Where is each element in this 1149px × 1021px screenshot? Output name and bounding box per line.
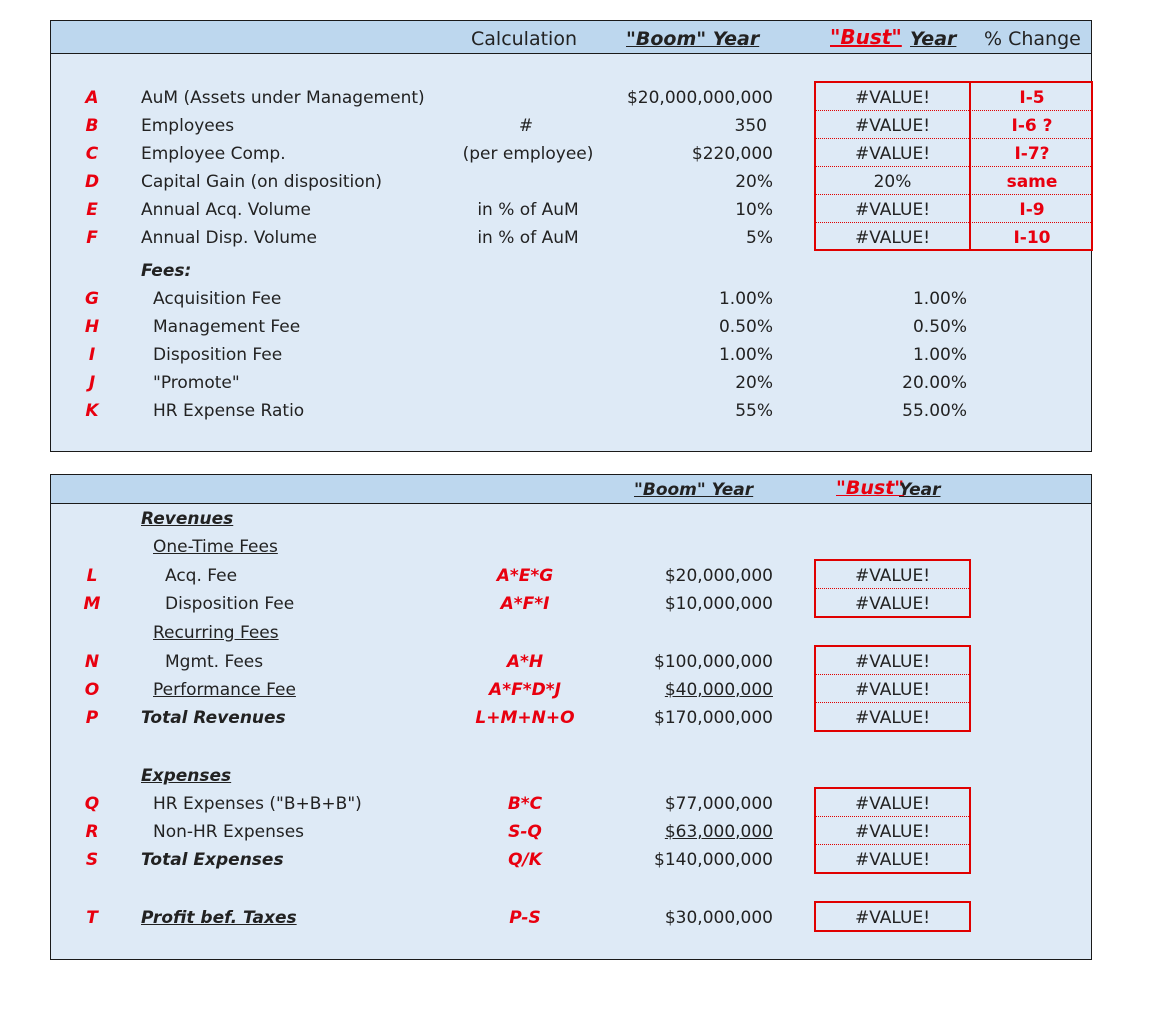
row-letter: E	[86, 200, 98, 220]
row-letter: K	[85, 401, 99, 421]
row-divider	[816, 674, 969, 675]
row-label[interactable]: Employee Comp.	[141, 144, 286, 164]
bust-value[interactable]: #VALUE!	[854, 794, 931, 814]
formula[interactable]: A*E*G	[496, 566, 554, 586]
boom-value[interactable]: 55%	[735, 401, 773, 421]
bust-value[interactable]: 55.00%	[902, 401, 967, 421]
row-divider	[816, 816, 969, 817]
row-letter: C	[85, 144, 99, 164]
bust-value[interactable]: #VALUE!	[854, 822, 931, 842]
calc-note[interactable]: in % of AuM	[477, 228, 579, 248]
row-letter: T	[86, 908, 98, 928]
bust-value[interactable]: #VALUE!	[854, 908, 931, 928]
change-value[interactable]: I-10	[1013, 228, 1051, 248]
row-label[interactable]: AuM (Assets under Management)	[141, 88, 425, 108]
bust-year-header[interactable]: Year	[910, 28, 957, 50]
calc-note[interactable]: (per employee)	[462, 144, 594, 164]
bust-value[interactable]: #VALUE!	[854, 228, 931, 248]
change-value[interactable]: I-7?	[1014, 144, 1050, 164]
boom-value[interactable]: $30,000,000	[664, 908, 773, 928]
calculation-header[interactable]: Calculation	[471, 28, 577, 50]
row-letter: G	[85, 289, 99, 309]
formula[interactable]: B*C	[507, 794, 543, 814]
bust-highlight-box	[814, 901, 971, 932]
bust-highlight-box	[814, 645, 971, 732]
change-value[interactable]: I-6 ?	[1011, 116, 1053, 136]
bust-value[interactable]: #VALUE!	[854, 566, 931, 586]
change-value[interactable]: I-5	[1019, 88, 1045, 108]
boom-value[interactable]: $10,000,000	[664, 594, 773, 614]
boom-value[interactable]: $100,000,000	[654, 652, 773, 672]
row-letter: M	[83, 594, 101, 614]
boom-value[interactable]: 10%	[735, 200, 773, 220]
row-divider	[816, 844, 969, 845]
fees-label: Fees:	[141, 261, 192, 281]
row-letter: A	[85, 88, 99, 108]
change-value[interactable]: I-9	[1019, 200, 1045, 220]
formula[interactable]: A*F*I	[500, 594, 550, 614]
row-label[interactable]: Employees	[141, 116, 235, 136]
boom-value[interactable]: 0.50%	[718, 317, 773, 337]
bust-highlight-box	[814, 787, 971, 874]
revenues-label: Revenues	[141, 509, 234, 529]
row-divider	[816, 166, 1091, 167]
bust-value[interactable]: #VALUE!	[854, 708, 931, 728]
row-letter: O	[84, 680, 100, 700]
bust-value[interactable]: #VALUE!	[854, 680, 931, 700]
boom-value[interactable]: 20%	[735, 172, 773, 192]
bust-value[interactable]: #VALUE!	[854, 652, 931, 672]
boom-value[interactable]: 5%	[746, 228, 773, 248]
row-label[interactable]: Acq. Fee	[165, 566, 238, 586]
bust-value[interactable]: #VALUE!	[854, 850, 931, 870]
boom-value[interactable]: $170,000,000	[654, 708, 773, 728]
row-label[interactable]: Mgmt. Fees	[165, 652, 264, 672]
row-label[interactable]: HR Expense Ratio	[153, 401, 305, 421]
boom-year-header-2[interactable]: "Boom" Year	[634, 480, 754, 500]
row-letter: F	[86, 228, 98, 248]
calc-note[interactable]: in % of AuM	[477, 200, 579, 220]
row-label[interactable]: Total Revenues	[141, 708, 286, 728]
row-label[interactable]: Disposition Fee	[165, 594, 295, 614]
bust-value[interactable]: 0.50%	[912, 317, 967, 337]
row-label[interactable]: Non-HR Expenses	[153, 822, 305, 842]
formula[interactable]: Q/K	[508, 850, 542, 870]
boom-year-header[interactable]: "Boom" Year	[626, 28, 760, 50]
row-divider	[816, 588, 969, 589]
boom-value[interactable]: 1.00%	[718, 345, 773, 365]
formula[interactable]: A*F*D*J	[489, 680, 561, 700]
boom-value[interactable]: $140,000,000	[654, 850, 773, 870]
row-label[interactable]: Performance Fee	[153, 680, 296, 700]
row-label[interactable]: Annual Disp. Volume	[141, 228, 317, 248]
bust-value[interactable]: 1.00%	[912, 289, 967, 309]
formula[interactable]: P-S	[509, 908, 541, 928]
bust-value[interactable]: #VALUE!	[854, 594, 931, 614]
row-divider	[816, 222, 1091, 223]
bust-value[interactable]: #VALUE!	[854, 144, 931, 164]
row-divider	[816, 138, 1091, 139]
calc-note[interactable]: #	[518, 116, 534, 136]
bust-value[interactable]: #VALUE!	[854, 200, 931, 220]
row-letter: N	[84, 652, 100, 672]
bust-value[interactable]: #VALUE!	[854, 88, 931, 108]
expenses-label: Expenses	[141, 766, 232, 786]
row-letter: B	[85, 116, 99, 136]
row-letter: R	[85, 822, 99, 842]
row-label[interactable]: Capital Gain (on disposition)	[141, 172, 383, 192]
formula[interactable]: L+M+N+O	[475, 708, 575, 728]
boom-value[interactable]: $77,000,000	[664, 794, 773, 814]
row-letter: D	[84, 172, 100, 192]
boom-value[interactable]: $20,000,000	[664, 566, 773, 586]
row-letter: J	[88, 373, 96, 393]
row-label[interactable]: Acquisition Fee	[153, 289, 282, 309]
formula[interactable]: S-Q	[508, 822, 542, 842]
boom-value[interactable]: 1.00%	[718, 289, 773, 309]
row-divider	[816, 194, 1091, 195]
row-label[interactable]: HR Expenses ("B+B+B")	[153, 794, 362, 814]
row-label[interactable]: Profit bef. Taxes	[141, 908, 297, 928]
row-label[interactable]: Annual Acq. Volume	[141, 200, 311, 220]
boom-value[interactable]: $220,000	[691, 144, 773, 164]
change-header[interactable]: % Change	[984, 28, 1081, 50]
row-label[interactable]: "Promote"	[153, 373, 240, 393]
row-label[interactable]: Disposition Fee	[153, 345, 283, 365]
one-time-fees-label: One-Time Fees	[153, 537, 278, 557]
bust-value[interactable]: 20.00%	[902, 373, 967, 393]
row-label[interactable]: Management Fee	[153, 317, 301, 337]
row-letter: Q	[84, 794, 100, 814]
boom-value[interactable]: 350	[734, 116, 767, 136]
row-letter: H	[84, 317, 100, 337]
row-letter: I	[88, 345, 96, 365]
boom-value[interactable]: 20%	[735, 373, 773, 393]
bust-year-header-2[interactable]: Year	[899, 480, 941, 500]
row-letter: L	[86, 566, 98, 586]
row-letter: S	[85, 850, 99, 870]
bust-value[interactable]: 1.00%	[912, 345, 967, 365]
row-letter: P	[85, 708, 99, 728]
boom-value[interactable]: $40,000,000	[664, 680, 773, 700]
row-label[interactable]: Total Expenses	[141, 850, 284, 870]
boom-value[interactable]: $63,000,000	[664, 822, 773, 842]
formula[interactable]: A*H	[506, 652, 544, 672]
bust-word-header[interactable]: "Bust"	[830, 25, 902, 49]
row-divider	[816, 702, 969, 703]
bust-word-header-2[interactable]: "Bust"	[836, 477, 905, 499]
boom-value[interactable]: $20,000,000,000	[626, 88, 773, 108]
row-divider	[816, 110, 1091, 111]
change-value[interactable]: same	[1006, 172, 1058, 192]
bust-value[interactable]: #VALUE!	[854, 116, 931, 136]
recurring-fees-label: Recurring Fees	[153, 623, 279, 643]
bust-value[interactable]: 20%	[873, 172, 912, 192]
